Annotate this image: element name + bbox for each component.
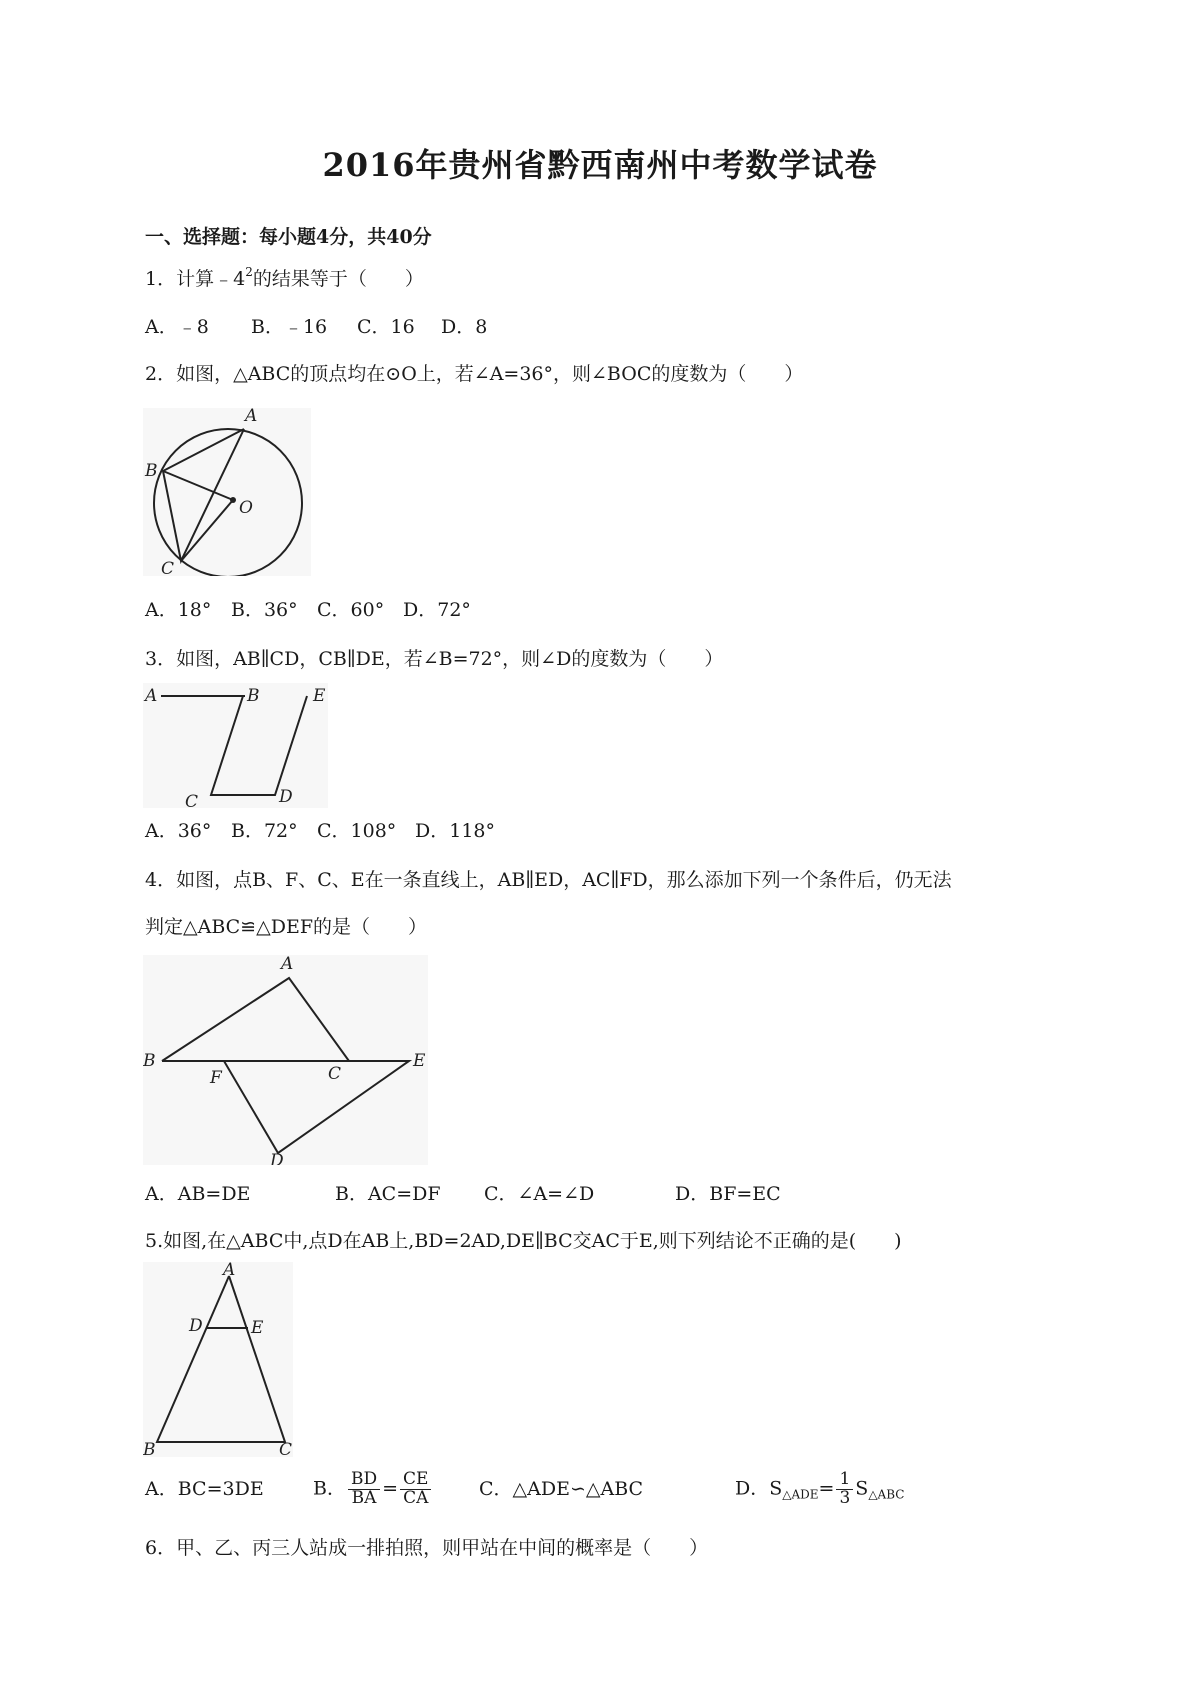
label-c: C <box>185 792 199 808</box>
question-2-options <box>145 598 471 623</box>
option-b: B．AC=DF <box>335 1183 441 1205</box>
option-c: C．60° <box>317 599 385 621</box>
label-b: B <box>143 1051 156 1071</box>
question-4-options <box>145 1182 781 1207</box>
option-d: D．$S_{\triangle ADE}=$ $\frac{1}{3}$ $S_{\triangle ABC}$ <box>735 1468 905 1508</box>
question-1-options <box>145 315 487 340</box>
question-5-options <box>145 1464 904 1514</box>
circle-o <box>154 429 302 576</box>
option-b: B． $\frac{BD}{BA}$ = $\frac{CE}{CA}$ <box>313 1471 479 1508</box>
label-d: D <box>189 1316 203 1336</box>
option-b: B．﹣16 <box>251 316 328 338</box>
option-d: D．72° <box>403 599 471 621</box>
option-a: A．﹣8 <box>145 316 209 338</box>
label-f: F <box>210 1068 222 1088</box>
label-c: C <box>328 1064 342 1084</box>
similar-triangle-figure <box>143 1262 293 1457</box>
label-b: B <box>247 686 260 706</box>
fraction-ce-ca: $\frac{CE}{CA}$ <box>400 1471 431 1508</box>
option-b: B．72° <box>231 820 298 842</box>
option-c: C．∠A=∠D <box>484 1183 595 1205</box>
section-heading: 一、选择题：每小题4分，共40分 <box>145 226 432 248</box>
option-c: C．108° <box>317 820 397 842</box>
label-a: A <box>281 955 294 974</box>
label-d: D <box>279 787 293 807</box>
question-1-stem: 1．计算$﹣4^2$的结果等于（ ） <box>145 265 424 290</box>
option-c: C．△ADE∽△ABC <box>479 1477 644 1500</box>
question-4-stem-line-2: 判定△ABC≌△DEF的是（ ） <box>145 916 428 938</box>
option-a: A．36° <box>145 820 212 842</box>
triangle-def <box>224 1061 409 1153</box>
label-e: E <box>251 1318 264 1338</box>
label-a: A <box>145 686 158 706</box>
page-title: 2016年贵州省黔西南州中考数学试卷 <box>322 146 878 184</box>
label-e: E <box>313 686 326 706</box>
label-b: B <box>145 461 158 481</box>
question-4-stem-line-1: 4．如图，点B、F、C、E在一条直线上，AB∥ED，AC∥FD，那么添加下列一个条件后，仍无法 <box>145 869 952 891</box>
label-c: C <box>161 559 175 576</box>
label-a: A <box>223 1262 236 1280</box>
option-a: A．BC=3DE <box>145 1477 264 1500</box>
option-d: D．BF=EC <box>675 1183 781 1205</box>
question-2-stem: 2．如图，△ABC的顶点均在⊙O上，若∠A=36°，则∠BOC的度数为（ ） <box>145 363 804 385</box>
circle-triangle-figure <box>143 408 311 576</box>
option-a: A．AB=DE <box>145 1183 251 1205</box>
label-b: B <box>143 1440 156 1457</box>
option-d: D．8 <box>441 316 488 338</box>
label-e: E <box>413 1051 426 1071</box>
triangle-abc <box>157 1276 285 1442</box>
question-3-stem: 3．如图，AB∥CD，CB∥DE，若∠B=72°，则∠D的度数为（ ） <box>145 648 724 670</box>
parallel-lines-figure <box>143 683 328 808</box>
label-a: A <box>245 408 258 426</box>
option-b: B．36° <box>231 599 298 621</box>
label-c: C <box>279 1440 293 1457</box>
triangles-figure <box>143 955 428 1165</box>
exponent: 2 <box>245 265 253 279</box>
label-d: D <box>270 1151 284 1165</box>
segment-co <box>181 500 233 561</box>
center-point <box>230 497 236 503</box>
question-6-stem: 6．甲、乙、丙三人站成一排拍照，则甲站在中间的概率是（ ） <box>145 1537 709 1559</box>
option-c: C．16 <box>357 316 415 338</box>
label-o: O <box>239 498 253 518</box>
triangle-abc <box>163 429 244 561</box>
fraction-one-third: $\frac{1}{3}$ <box>836 1471 853 1508</box>
option-a: A．18° <box>145 599 212 621</box>
path-bcde <box>211 696 307 795</box>
triangle-abc <box>162 978 349 1061</box>
option-d: D．118° <box>415 820 495 842</box>
question-5-stem: 5.如图,在△ABC中,点D在AB上,BD=2AD,DE∥BC交AC于E,则下列结论不正确的是( ) <box>145 1230 902 1252</box>
fraction-bd-ba: $\frac{BD}{BA}$ <box>348 1471 380 1508</box>
question-3-options <box>145 819 495 844</box>
